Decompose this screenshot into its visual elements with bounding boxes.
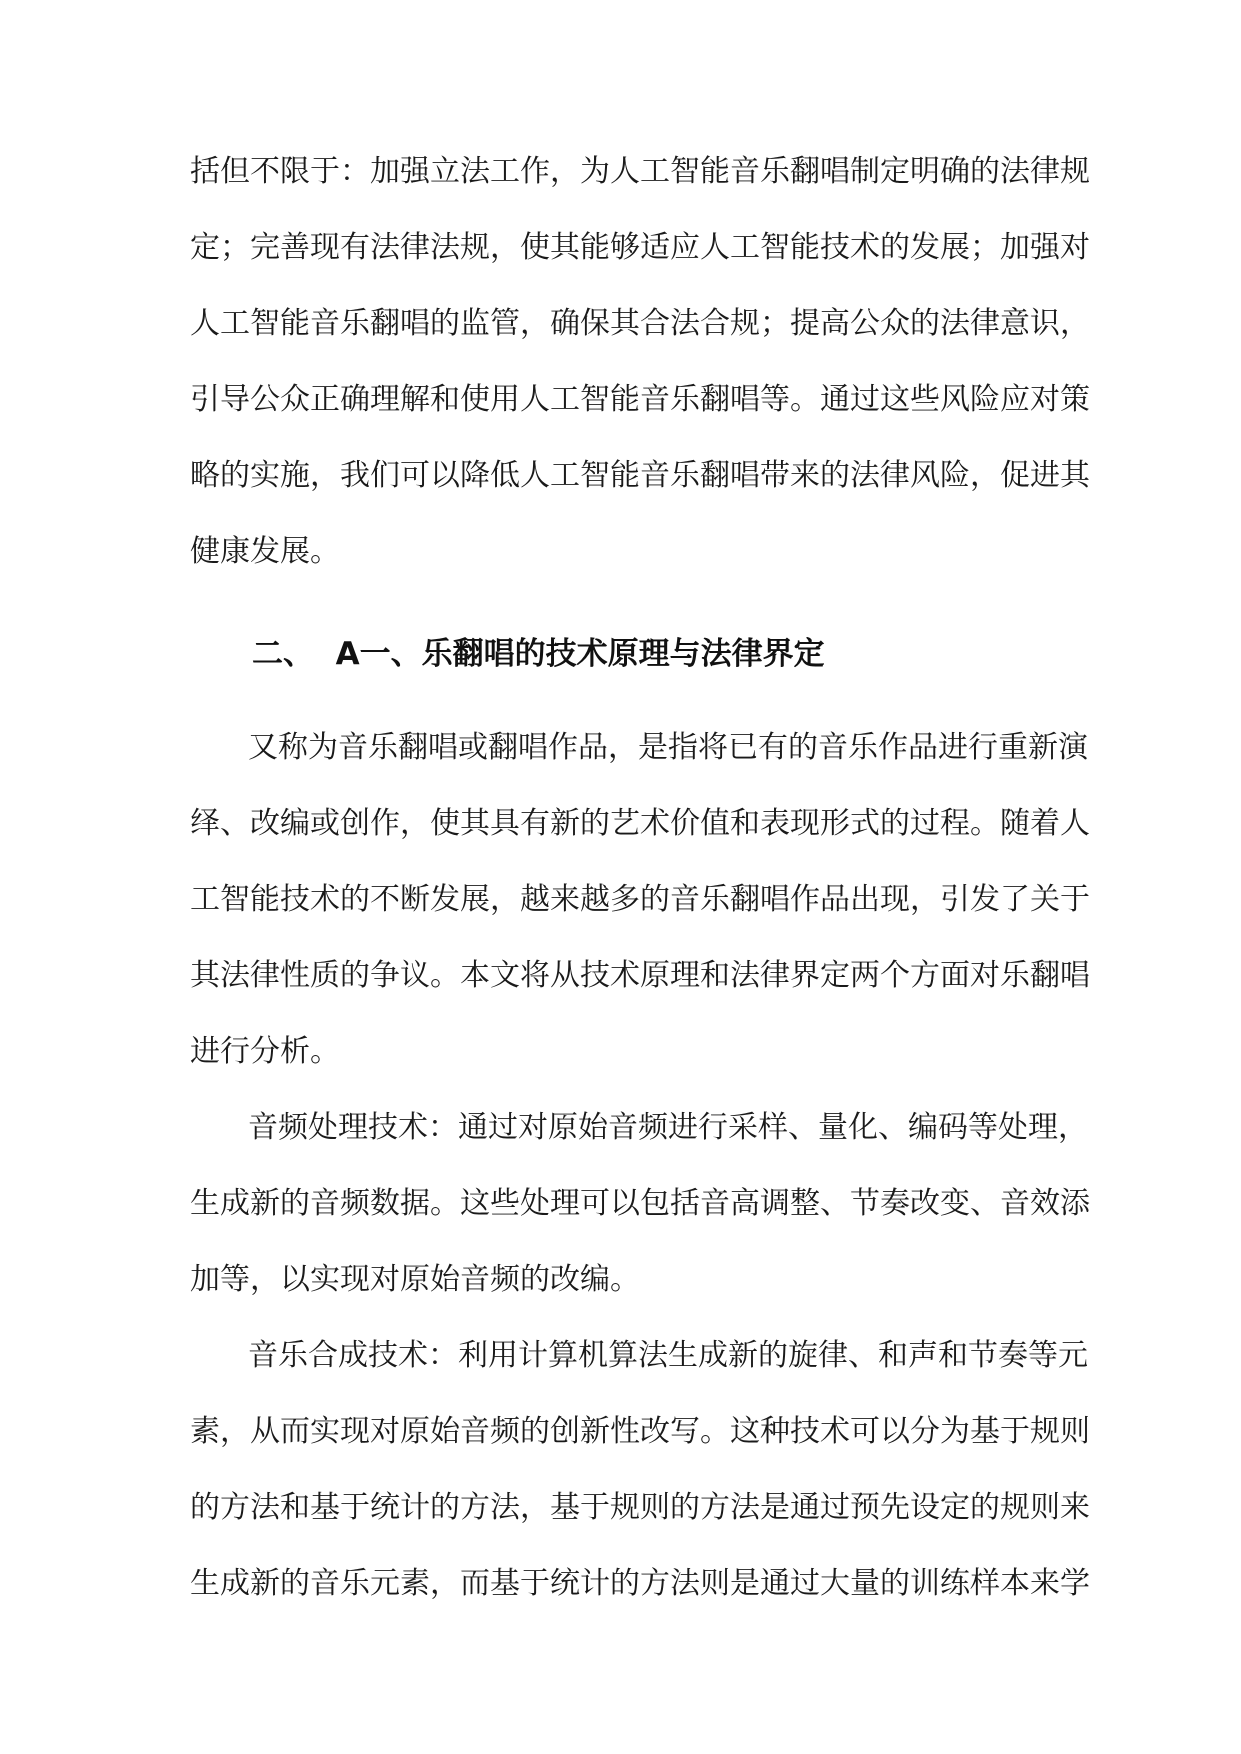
paragraph-1-line-6: 健康发展。 <box>190 534 340 569</box>
paragraph-2-line-1: 又称为音乐翻唱或翻唱作品，是指将已有的音乐作品进行重新演 <box>248 730 1088 765</box>
paragraph-2-line-3: 工智能技术的不断发展，越来越多的音乐翻唱作品出现，引发了关于 <box>190 882 1090 917</box>
paragraph-2-line-4: 其法律性质的争议。本文将从技术原理和法律界定两个方面对乐翻唱 <box>190 958 1090 993</box>
paragraph-3-line-3: 加等，以实现对原始音频的改编。 <box>190 1262 640 1297</box>
paragraph-2-line-5: 进行分析。 <box>190 1034 340 1069</box>
paragraph-1-line-4: 引导公众正确理解和使用人工智能音乐翻唱等。通过这些风险应对策 <box>190 382 1090 417</box>
paragraph-1-line-2: 定；完善现有法律法规，使其能够适应人工智能技术的发展；加强对 <box>190 230 1090 265</box>
paragraph-3-line-1: 音频处理技术：通过对原始音频进行采样、量化、编码等处理， <box>248 1110 1088 1145</box>
paragraph-4-line-3: 的方法和基于统计的方法，基于规则的方法是通过预先设定的规则来 <box>190 1490 1090 1525</box>
section-heading: 二、 A一、乐翻唱的技术原理与法律界定 <box>252 636 825 672</box>
paragraph-4-line-1: 音乐合成技术：利用计算机算法生成新的旋律、和声和节奏等元 <box>248 1338 1088 1373</box>
paragraph-1-line-5: 略的实施，我们可以降低人工智能音乐翻唱带来的法律风险，促进其 <box>190 458 1090 493</box>
paragraph-4-line-2: 素，从而实现对原始音频的创新性改写。这种技术可以分为基于规则 <box>190 1414 1090 1449</box>
paragraph-1-line-1: 括但不限于：加强立法工作，为人工智能音乐翻唱制定明确的法律规 <box>190 154 1090 189</box>
paragraph-1-line-3: 人工智能音乐翻唱的监管，确保其合法合规；提高公众的法律意识， <box>190 306 1090 341</box>
paragraph-2-line-2: 绎、改编或创作，使其具有新的艺术价值和表现形式的过程。随着人 <box>190 806 1090 841</box>
paragraph-3-line-2: 生成新的音频数据。这些处理可以包括音高调整、节奏改变、音效添 <box>190 1186 1090 1221</box>
paragraph-4-line-4: 生成新的音乐元素，而基于统计的方法则是通过大量的训练样本来学 <box>190 1566 1090 1601</box>
